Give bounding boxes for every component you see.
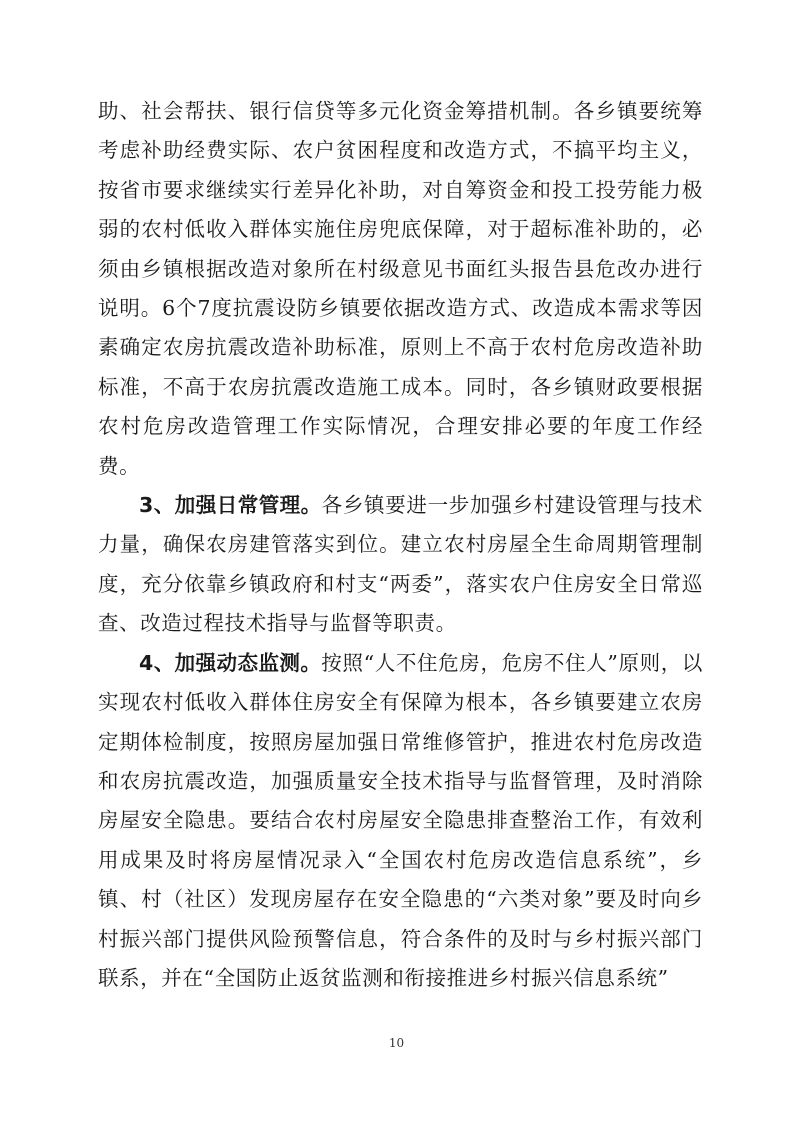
- paragraph-funding: [98, 92, 703, 486]
- paragraph-text: 按照“人不住危房，危房不住人”原则，以实现农村低收入群体住房安全有保障为根本，各乡镇要建立农房定期体检制度，按照房屋加强日常维修管护，推进农村危房改造和农房抗震改造，加强质量安全技术指导与监督管理，及时消除房屋安全隐患。要结合农村房屋安全隐患排查整治工作，有效利用成果及时将房屋情况录入“全国农村危房改造信息系统”，乡镇、村（社区）发现房屋存在安全隐患的“六类对象”要及时向乡村振兴部门提供风险预警信息，符合条件的及时与乡村振兴部门联系，并在“全国防止返贫监测和衔接推进乡村振兴信息系统”: [98, 650, 703, 990]
- body-text: [98, 92, 703, 998]
- paragraph-text: 助、社会帮扶、银行信贷等多元化资金筹措机制。各乡镇要统筹考虑补助经费实际、农户贫困程度和改造方式，不搞平均主义，按省市要求继续实行差异化补助，对自筹资金和投工投劳能力极弱的农村低收入群体实施住房兜底保障，对于超标准补助的，必须由乡镇根据改造对象所在村级意见书面红头报告县危改办进行说明。6个7度抗震设防乡镇要依据改造方式、改造成本需求等因素确定农房抗震改造补助标准，原则上不高于农村危房改造补助标准，不高于农房抗震改造施工成本。同时，各乡镇财政要根据农村危房改造管理工作实际情况，合理安排必要的年度工作经费。: [98, 99, 703, 478]
- paragraph-dynamic-monitoring: [98, 644, 703, 999]
- section-heading: 3、加强日常管理。: [139, 493, 322, 518]
- section-heading: 4、加强动态监测。: [139, 650, 322, 675]
- paragraph-daily-management: [98, 486, 703, 644]
- page-number: 10: [388, 1036, 405, 1050]
- paragraph-text: 各乡镇要进一步加强乡村建设管理与技术力量，确保农房建管落实到位。建立农村房屋全生命周期管理制度，充分依靠乡镇政府和村支“两委”，落实农户住房安全日常巡查、改造过程技术指导与监督等职责。: [98, 493, 703, 636]
